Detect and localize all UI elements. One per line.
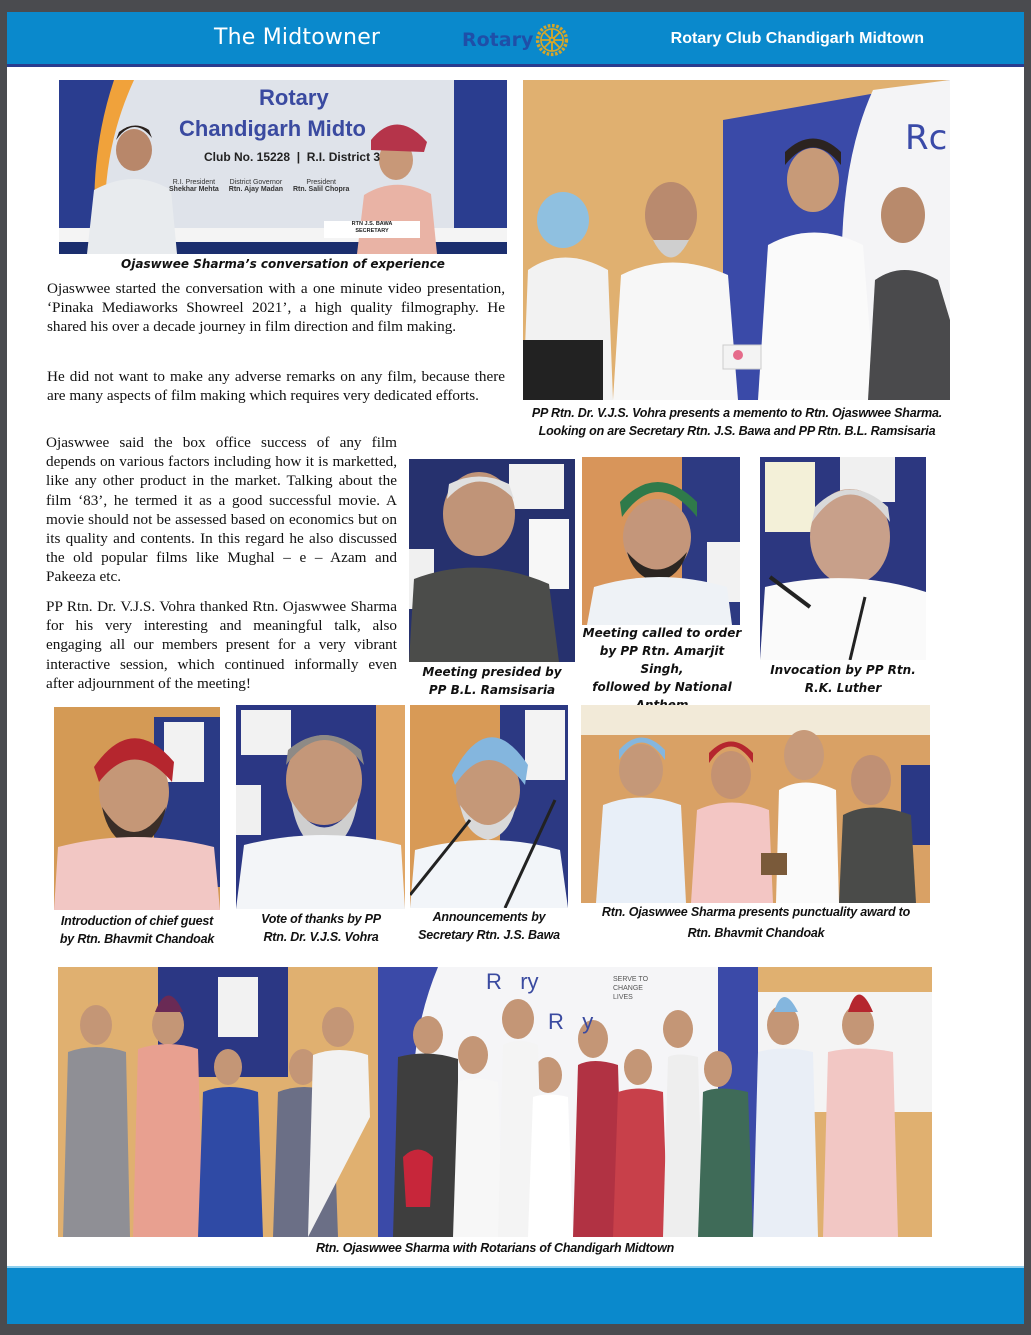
club-name: Rotary Club Chandigarh Midtown	[670, 30, 924, 47]
group-backdrop-rotary-2: R y	[548, 1009, 594, 1034]
caption-called-to-order	[577, 624, 747, 714]
article-paragraph: Ojaswwee said the box office success of any film depends on various factors including how it is marketted, like any other product in the market. Talking about the film ‘83’, he termed it as a good successful movie. A movie should not be assessed based on economics but on its quality and contents. In this regard he also discussed the old popular films like Mughal – e – Azam and Pakeeza etc.	[46, 434, 397, 586]
photo-vote-of-thanks	[236, 705, 405, 909]
photo-introduction	[54, 707, 220, 910]
caption-memento	[517, 404, 957, 440]
role-name: Shekhar Mehta	[169, 186, 219, 193]
group-backdrop-rotary: R ry	[486, 969, 539, 994]
rotary-logo	[462, 21, 569, 59]
role-name: Rtn. Ajay Madan	[228, 186, 283, 193]
banner-club-no: Club No. 15228 | R.I. District 3	[204, 150, 381, 164]
footer-band	[7, 1266, 1024, 1324]
newsletter-title: The Midtowner	[214, 25, 381, 50]
role-title: R.I. President	[172, 179, 216, 186]
photo-punctuality-award	[581, 705, 930, 903]
caption-line: Meeting called to order	[582, 626, 742, 640]
caption-conversation: Ojaswwee Sharma’s conversation of experience	[121, 257, 445, 271]
caption-line: by PP Rtn. Amarjit Singh,	[599, 644, 725, 676]
role-name: Rtn. Salil Chopra	[293, 186, 350, 193]
role-title: District Governor	[229, 179, 283, 186]
photo-invocation	[760, 457, 926, 660]
banner-roles	[169, 179, 349, 193]
role-title: President	[306, 179, 336, 186]
caption-line: PP Rtn. Dr. V.J.S. Vohra presents a memento to Rtn. Ojaswwee Sharma.	[531, 406, 943, 420]
header-band	[7, 12, 1024, 67]
caption-presided	[402, 663, 582, 699]
photo-announcements	[410, 705, 568, 908]
caption-group: Rtn. Ojaswwee Sharma with Rotarians of Chandigarh Midtown	[315, 1241, 675, 1255]
caption-line: Looking on are Secretary Rtn. J.S. Bawa and PP Rtn. B.L. Ramsisaria	[538, 424, 936, 438]
caption-line: by Rtn. Bhavmit Chandoak	[59, 932, 215, 946]
banner-rotary: Rotary	[259, 85, 329, 110]
rotary-logo-text: Rotary	[462, 29, 534, 51]
banner-role-item	[169, 179, 219, 193]
caption-invocation	[755, 661, 931, 697]
nameplate-role: SECRETARY	[355, 228, 389, 234]
rotary-wheel-icon	[535, 23, 569, 57]
backdrop-text: Rc	[905, 118, 948, 158]
caption-line: Meeting presided by	[422, 665, 562, 679]
caption-introduction	[44, 912, 230, 948]
caption-line: Invocation by PP Rtn.	[770, 663, 916, 677]
nameplate	[324, 221, 420, 238]
photo-group	[58, 967, 932, 1237]
caption-line: Rtn. Dr. V.J.S. Vohra	[263, 930, 379, 944]
caption-line: Rtn. Ojaswwee Sharma presents punctuality award to	[601, 905, 911, 919]
caption-line: PP B.L. Ramsisaria	[428, 683, 556, 697]
banner-club-name: Chandigarh Midto	[179, 116, 366, 141]
nameplate-name: RTN J.S. BAWA	[351, 221, 393, 227]
photo-memento	[523, 80, 950, 400]
group-backdrop-tagline: SERVE TO CHANGE LIVES	[613, 976, 649, 1001]
article-paragraph: Ojaswwee started the conversation with a one minute video presentation, ‘Pinaka Mediaworks Showreel 2021’, a high quality filmography. He shared his over a decade journey in film direction and film making.	[47, 280, 505, 336]
banner-role-item	[229, 179, 283, 193]
article-paragraph: PP Rtn. Dr. V.J.S. Vohra thanked Rtn. Ojaswwee Sharma for his very interesting and meaningful talk, also engaging all our members present for a very vibrant interactive session, which continued informally even after adjournment of the meeting!	[46, 598, 397, 692]
newsletter-page	[7, 12, 1024, 1324]
caption-vote-of-thanks	[234, 910, 408, 946]
caption-line: followed by National	[592, 680, 732, 694]
caption-line: Rtn. Bhavmit Chandoak	[687, 926, 825, 940]
caption-line: R.K. Luther	[804, 681, 882, 695]
article-paragraph: He did not want to make any adverse remarks on any film, because there are many aspects of film making which requires very dedicated efforts.	[47, 368, 505, 405]
caption-punctuality-award	[575, 902, 937, 944]
caption-line: Vote of thanks by PP	[261, 912, 381, 926]
caption-announcements	[405, 908, 573, 944]
caption-line: Secretary Rtn. J.S. Bawa	[418, 928, 560, 942]
photo-presided	[409, 459, 575, 662]
banner-role-item	[293, 179, 349, 193]
photo-conversation	[59, 80, 507, 254]
caption-line: Announcements by	[432, 910, 546, 924]
photo-called-to-order	[582, 457, 740, 625]
caption-line: Introduction of chief guest	[60, 914, 214, 928]
